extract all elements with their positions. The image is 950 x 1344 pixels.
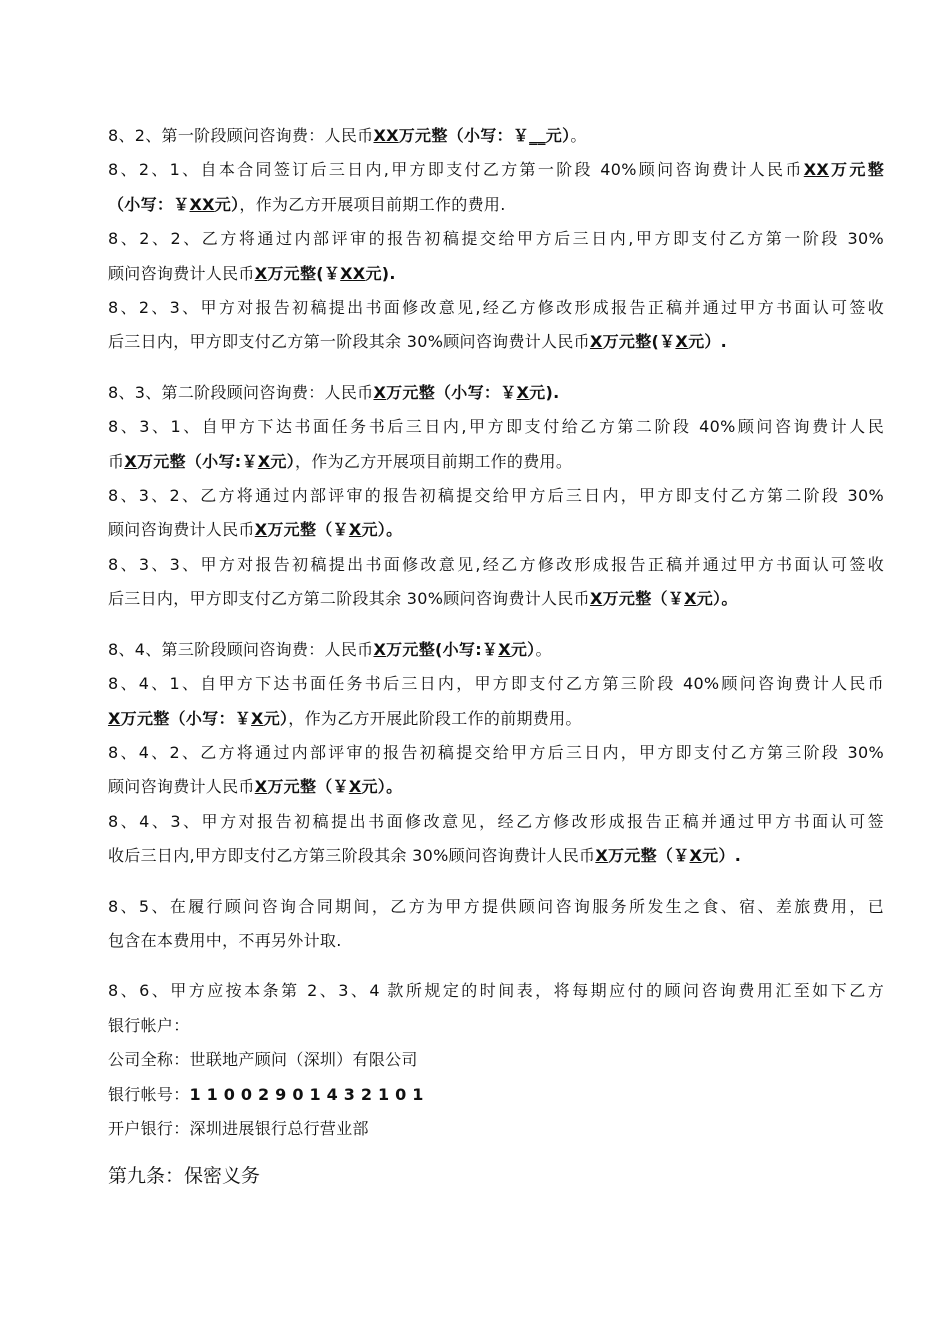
clause-8-2-2-line1: 8、2、2、乙方将通过内部评审的报告初稿提交给甲方后三日内,甲方即支付乙方第一阶段 30% xyxy=(108,229,884,249)
clause-8-3-2-line2: 顾问咨询费计人民币X万元整（￥X元）。 xyxy=(108,520,403,540)
clause-8-4-1-line2: X万元整（小写：￥X元），作为乙方开展此阶段工作的前期费用。 xyxy=(108,708,582,728)
clause-8-3-2-line1: 8、3、2、乙方将通过内部评审的报告初稿提交给甲方后三日内，甲方即支付乙方第二阶段 30% xyxy=(108,486,884,506)
bank-account-row xyxy=(108,1078,884,1112)
clause-8-2-3-line1: 8、2、3、甲方对报告初稿提出书面修改意见,经乙方修改形成报告正稿并通过甲方书面认可签收 xyxy=(108,298,884,318)
clause-8-4-2-line2: 顾问咨询费计人民币X万元整（￥X元）。 xyxy=(108,777,403,797)
document-page xyxy=(108,119,884,1196)
clause-8-6-line2: 银行帐户： xyxy=(108,1015,190,1035)
bank-name-value: 深圳进展银行总行营业部 xyxy=(189,1118,369,1138)
clause-8-2-2-line2: 顾问咨询费计人民币X万元整(￥XX元). xyxy=(108,263,396,283)
clause-8-5-line1: 8、5、在履行顾问咨询合同期间，乙方为甲方提供顾问咨询服务所发生之食、宿、差旅费用，已 xyxy=(108,896,884,916)
bank-account-value: 11002901432101 xyxy=(189,1084,430,1104)
clause-8-2-heading: 8、2、第一阶段顾问咨询费：人民币XX万元整（小写：￥__元）。 xyxy=(108,126,587,145)
clause-8-3-1-line2: 币X万元整（小写:￥X元），作为乙方开展项目前期工作的费用。 xyxy=(108,451,573,471)
clause-8-5-line2: 包含在本费用中，不再另外计取. xyxy=(108,930,342,950)
clause-8-4-3-line1: 8、4、3、甲方对报告初稿提出书面修改意见，经乙方修改形成报告正稿并通过甲方书面认可签 xyxy=(108,811,884,831)
clause-8-2-1-line1: 8、2、1、自本合同签订后三日内,甲方即支付乙方第一阶段 40%顾问咨询费计人民币XX万元整 xyxy=(108,160,885,180)
clause-8-3-1-line1: 8、3、1、自甲方下达书面任务书后三日内,甲方即支付给乙方第二阶段 40%顾问咨询费计人民 xyxy=(108,417,884,437)
article-9-heading: 第九条：保密义务 xyxy=(108,1165,261,1188)
company-name-label: 公司全称： xyxy=(108,1050,190,1070)
bank-account-label: 银行帐号： xyxy=(108,1084,190,1104)
clause-8-4-2-line1: 8、4、2、乙方将通过内部评审的报告初稿提交给甲方后三日内，甲方即支付乙方第三阶段 30% xyxy=(108,742,884,762)
company-name-row xyxy=(108,1043,884,1077)
clause-8-3-3-line2: 后三日内，甲方即支付乙方第二阶段其余 30%顾问咨询费计人民币X万元整（￥X元）。 xyxy=(108,589,738,609)
company-name-value: 世联地产顾问（深圳）有限公司 xyxy=(189,1050,418,1070)
clause-8-4-heading: 8、4、第三阶段顾问咨询费：人民币X万元整(小写:￥X元）。 xyxy=(108,639,552,659)
clause-8-3-3-line1: 8、3、3、甲方对报告初稿提出书面修改意见,经乙方修改形成报告正稿并通过甲方书面认可签收 xyxy=(108,554,884,574)
bank-name-row xyxy=(108,1112,884,1146)
clause-8-2-3-line2: 后三日内，甲方即支付乙方第一阶段其余 30%顾问咨询费计人民币X万元整(￥X元）. xyxy=(108,332,728,352)
clause-8-4-1-line1: 8、4、1、自甲方下达书面任务书后三日内，甲方即支付乙方第三阶段 40%顾问咨询费计人民币 xyxy=(108,674,884,694)
clause-8-6-line1: 8、6、甲方应按本条第 2、3、4 款所规定的时间表，将每期应付的顾问咨询费用汇至如下乙方 xyxy=(108,981,884,1001)
clause-8-3-heading: 8、3、第二阶段顾问咨询费：人民币X万元整（小写：￥X元). xyxy=(108,382,560,402)
bank-name-label: 开户银行： xyxy=(108,1118,190,1138)
clause-8-2-1-line2: （小写：￥XX元），作为乙方开展项目前期工作的费用. xyxy=(108,194,506,214)
clause-8-4-3-line2: 收后三日内,甲方即支付乙方第三阶段其余 30%顾问咨询费计人民币X万元整（￥X元）. xyxy=(108,846,742,866)
